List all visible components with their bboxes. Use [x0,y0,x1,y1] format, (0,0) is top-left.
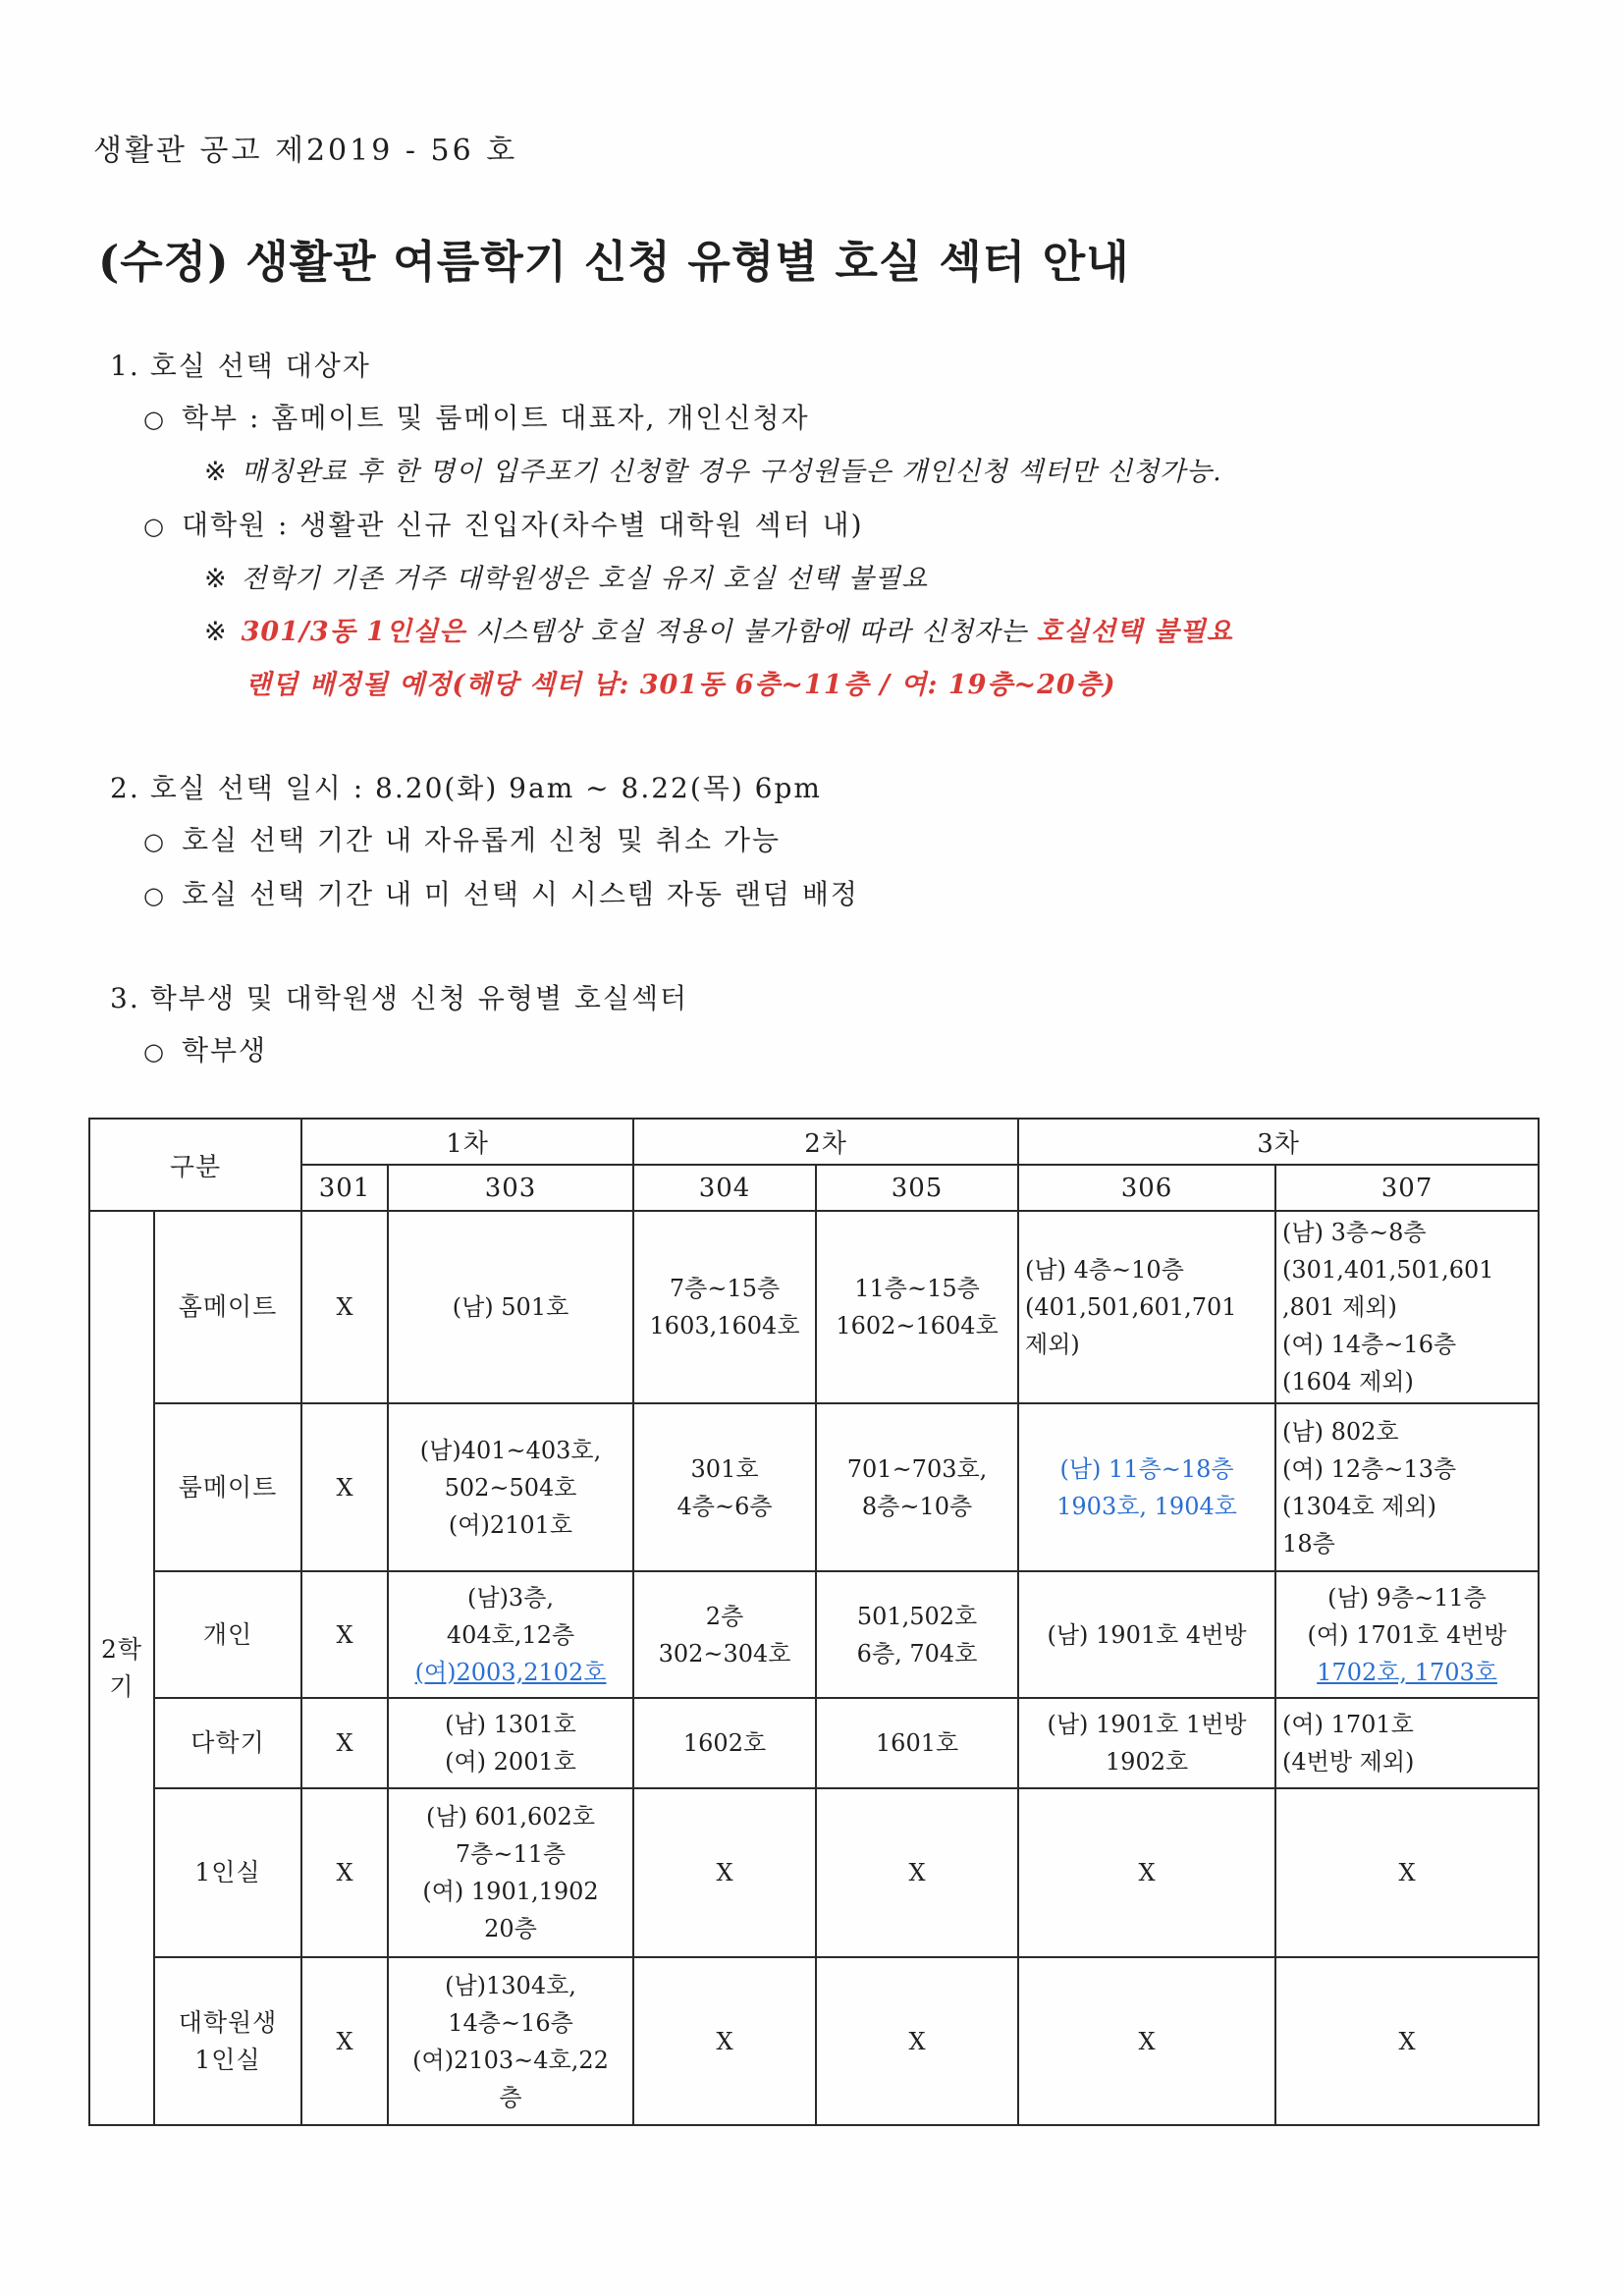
table-cell [1018,1698,1275,1788]
cell-line: 7층~15층 [669,1275,781,1302]
note-matching [204,446,1564,499]
table-cell [1018,1788,1275,1957]
reference-mark-icon: ※ [204,617,228,647]
section-number: 1. [110,350,140,382]
row-label [154,1698,301,1788]
cell-line: (여) 12층~13층 [1282,1454,1457,1483]
corner-header: 구분 [89,1119,301,1211]
section-number: 3. [110,982,140,1014]
circle-bullet-icon: ○ [143,513,166,540]
cell-line: 1902호 [1105,1748,1189,1776]
cell-line: (남)1304호, [445,1971,576,1999]
round-1-header: 1차 [301,1119,633,1165]
cell-line: X [1398,1859,1416,1886]
row-label-line: 다학기 [190,1728,265,1757]
cell-line: (301,401,501,601 [1282,1256,1494,1284]
cell-line: 1602호 [682,1729,767,1757]
table-cell [633,1403,816,1571]
note-random-assign: 랜덤 배정될 예정(해당 섹터 남: 301동 6층~11층 / 여: 19층~20층) [245,670,1116,700]
table-cell [301,1957,388,2125]
cell-line: X [908,1859,926,1886]
note-red-text: 301/3동 1인실은 [241,617,466,647]
list-item-text: 학부생 [181,1034,268,1066]
cell-line: 11층~15층 [854,1275,980,1302]
section-title: 호실 선택 대상자 [149,350,371,382]
cell-line: 301호 [690,1454,759,1483]
table-row [89,1571,1539,1698]
cell-line: X [1138,1859,1156,1886]
list-item-text: 학부 : 홈메이트 및 룸메이트 대표자, 개인신청자 [181,402,810,434]
cell-line: (여) 1901,1902 [422,1878,599,1905]
table-cell [1018,1211,1275,1403]
section-room-select-targets [110,341,1564,712]
cell-line: 1903호, 1904호 [1056,1492,1237,1520]
section-1-heading [110,341,1564,392]
sections [110,341,1564,1078]
section-title: 호실 선택 일시 : 8.20(화) 9am ~ 8.22(목) 6pm [149,772,822,804]
cell-line: (남)3층, [467,1583,555,1612]
list-item-auto-random [143,868,1564,922]
cell-line: X [716,2027,733,2055]
list-item-free-apply [143,814,1564,868]
cell-line: X [336,1729,353,1757]
list-item-grad [143,499,1564,553]
row-label [154,1788,301,1957]
cell-line: (여)2103~4호,22 [412,2046,609,2074]
cell-line: (남) 4층~10층 [1025,1256,1184,1284]
cell-line: (남) 1301호 [445,1711,576,1738]
cell-line: X [716,1859,733,1886]
table-cell [1275,1571,1539,1698]
note-existing-grad [204,553,1564,606]
cell-line: (남) 1901호 1번방 [1047,1711,1247,1738]
row-label [154,1211,301,1403]
list-item-text: 호실 선택 기간 내 자유롭게 신청 및 취소 가능 [181,824,782,856]
row-label-line: 1인실 [194,1858,261,1886]
building-304-header: 304 [633,1165,816,1211]
table-cell [633,1211,816,1403]
circle-bullet-icon: ○ [143,828,166,855]
reference-mark-icon: ※ [204,457,228,487]
cell-line: (남) 3층~8층 [1282,1219,1427,1246]
table-cell [388,1211,633,1403]
cell-line: X [908,2027,926,2055]
cell-line: 6층, 704호 [856,1639,978,1667]
table-cell [301,1788,388,1957]
section-room-select-schedule [110,763,1564,922]
cell-line: 302~304호 [658,1639,791,1667]
cell-line: (남) 9층~11층 [1327,1583,1487,1612]
cell-line: (여) 14층~16층 [1282,1331,1457,1358]
cell-line: 1602~1604호 [836,1312,999,1339]
cell-line: 2층 [705,1602,744,1630]
table-cell [1018,1403,1275,1571]
cell-line: (1304호 제외) [1282,1492,1437,1520]
row-label-line: 대학원생 [178,2007,278,2037]
note-red-text: 호실선택 불필요 [1036,617,1233,647]
table-cell [1018,1957,1275,2125]
cell-line: 7층~11층 [455,1840,567,1868]
building-303-header: 303 [388,1165,633,1211]
cell-line: (남) 11층~18층 [1059,1454,1234,1483]
building-301-header: 301 [301,1165,388,1211]
table-cell [816,1571,1018,1698]
doc-number: 생활관 공고 제2019 - 56 호 [93,134,518,168]
table-cell [388,1571,633,1698]
row-label-line: 홈메이트 [178,1292,278,1321]
cell-line: (여)2003,2102호 [414,1658,607,1686]
section-3-heading [110,973,1564,1024]
cell-line: (남) 1901호 4번방 [1047,1620,1247,1649]
cell-line: 18층 [1282,1529,1335,1558]
row-label-line: 개인 [202,1619,253,1649]
cell-line: (남) 601,602호 [426,1803,596,1831]
note-text: 전학기 기존 거주 대학원생은 호실 유지 호실 선택 불필요 [241,564,929,594]
cell-line: 701~703호, [846,1454,988,1483]
table-row [89,1403,1539,1571]
table-cell [1275,1698,1539,1788]
room-sector-table [88,1118,1540,2126]
row-label-line: 룸메이트 [178,1472,278,1502]
table-cell [1275,1211,1539,1403]
cell-line: (여)2101호 [448,1510,573,1539]
table-cell [1275,1788,1539,1957]
round-2-header: 2차 [633,1119,1018,1165]
row-label-line: 1인실 [194,2045,261,2074]
note-text: 매칭완료 후 한 명이 입주포기 신청할 경우 구성원들은 개인신청 섹터만 신청가능. [241,457,1222,487]
cell-line: 14층~16층 [448,2008,573,2037]
cell-line: X [1138,2027,1156,2055]
table-cell [388,1698,633,1788]
table-header-row-buildings [89,1165,1539,1211]
cell-line: 501,502호 [856,1602,978,1630]
cell-line: 1601호 [875,1729,959,1757]
circle-bullet-icon: ○ [143,1038,166,1066]
section-2-heading [110,763,1564,814]
row-label [154,1403,301,1571]
table-cell [388,1788,633,1957]
table-row [89,1957,1539,2125]
cell-line: 1603,1604호 [649,1312,800,1339]
cell-line: 502~504호 [444,1473,577,1502]
list-item-undergrad-label [143,1024,1564,1078]
table-row [89,1698,1539,1788]
cell-line: (401,501,601,701 [1025,1293,1237,1321]
cell-line: 20층 [484,1915,537,1942]
table-cell [301,1698,388,1788]
section-sector-table [110,973,1564,1078]
table-header-row-groups [89,1119,1539,1165]
list-item-text: 대학원 : 생활관 신규 진입자(차수별 대학원 섹터 내) [181,509,864,541]
list-item-undergrad [143,392,1564,446]
table-cell [816,1788,1018,1957]
table-cell [388,1957,633,2125]
table-cell [633,1571,816,1698]
building-305-header: 305 [816,1165,1018,1211]
cell-line: X [1398,2027,1416,2055]
table-cell [816,1403,1018,1571]
cell-line: 404호,12층 [446,1620,575,1649]
cell-line: ,801 제외) [1282,1293,1397,1321]
table-cell [1018,1571,1275,1698]
cell-line: (4번방 제외) [1282,1748,1415,1776]
cell-line: (여) 1701호 4번방 [1307,1620,1507,1649]
table-cell [816,1957,1018,2125]
cell-line: 4층~6층 [676,1492,773,1520]
table-cell [1275,1403,1539,1571]
reference-mark-icon: ※ [204,564,228,594]
row-group-label: 2학기 [89,1211,154,2125]
table-cell [633,1698,816,1788]
row-label [154,1957,301,2125]
cell-line: X [336,1473,353,1502]
note-single-room [204,606,1564,659]
page-title: (수정) 생활관 여름학기 신청 유형별 호실 섹터 안내 [98,236,1130,288]
cell-line: 1702호, 1703호 [1317,1658,1497,1686]
cell-line: (1604 제외) [1282,1368,1414,1395]
table-row [89,1788,1539,1957]
table-cell [301,1211,388,1403]
table-cell [816,1698,1018,1788]
table-body [89,1211,1539,2125]
section-title: 학부생 및 대학원생 신청 유형별 호실섹터 [149,982,689,1014]
table-cell [301,1403,388,1571]
table-cell [633,1788,816,1957]
circle-bullet-icon: ○ [143,882,166,909]
table-cell [388,1403,633,1571]
cell-line: (여) 2001호 [445,1748,576,1776]
building-306-header: 306 [1018,1165,1275,1211]
table-cell [1275,1957,1539,2125]
cell-line: 제외) [1025,1331,1080,1358]
cell-line: (여) 1701호 [1282,1711,1414,1738]
cell-line: X [336,1293,353,1321]
table-cell [301,1571,388,1698]
cell-line: X [336,1620,353,1649]
cell-line: (남) 501호 [452,1293,569,1321]
table-cell [633,1957,816,2125]
circle-bullet-icon: ○ [143,406,166,433]
list-item-text: 호실 선택 기간 내 미 선택 시 시스템 자동 랜덤 배정 [181,878,859,910]
round-3-header: 3차 [1018,1119,1539,1165]
cell-line: 8층~10층 [861,1492,973,1520]
building-307-header: 307 [1275,1165,1539,1211]
table-cell [816,1211,1018,1403]
cell-line: X [336,1859,353,1886]
note-text: 시스템상 호실 적용이 불가함에 따라 신청자는 [465,617,1037,647]
cell-line: X [336,2027,353,2055]
table-row [89,1211,1539,1403]
cell-line: 층 [499,2083,522,2111]
cell-line: (남) 802호 [1282,1417,1399,1446]
section-number: 2. [110,772,140,804]
row-label [154,1571,301,1698]
cell-line: (남)401~403호, [419,1436,602,1464]
